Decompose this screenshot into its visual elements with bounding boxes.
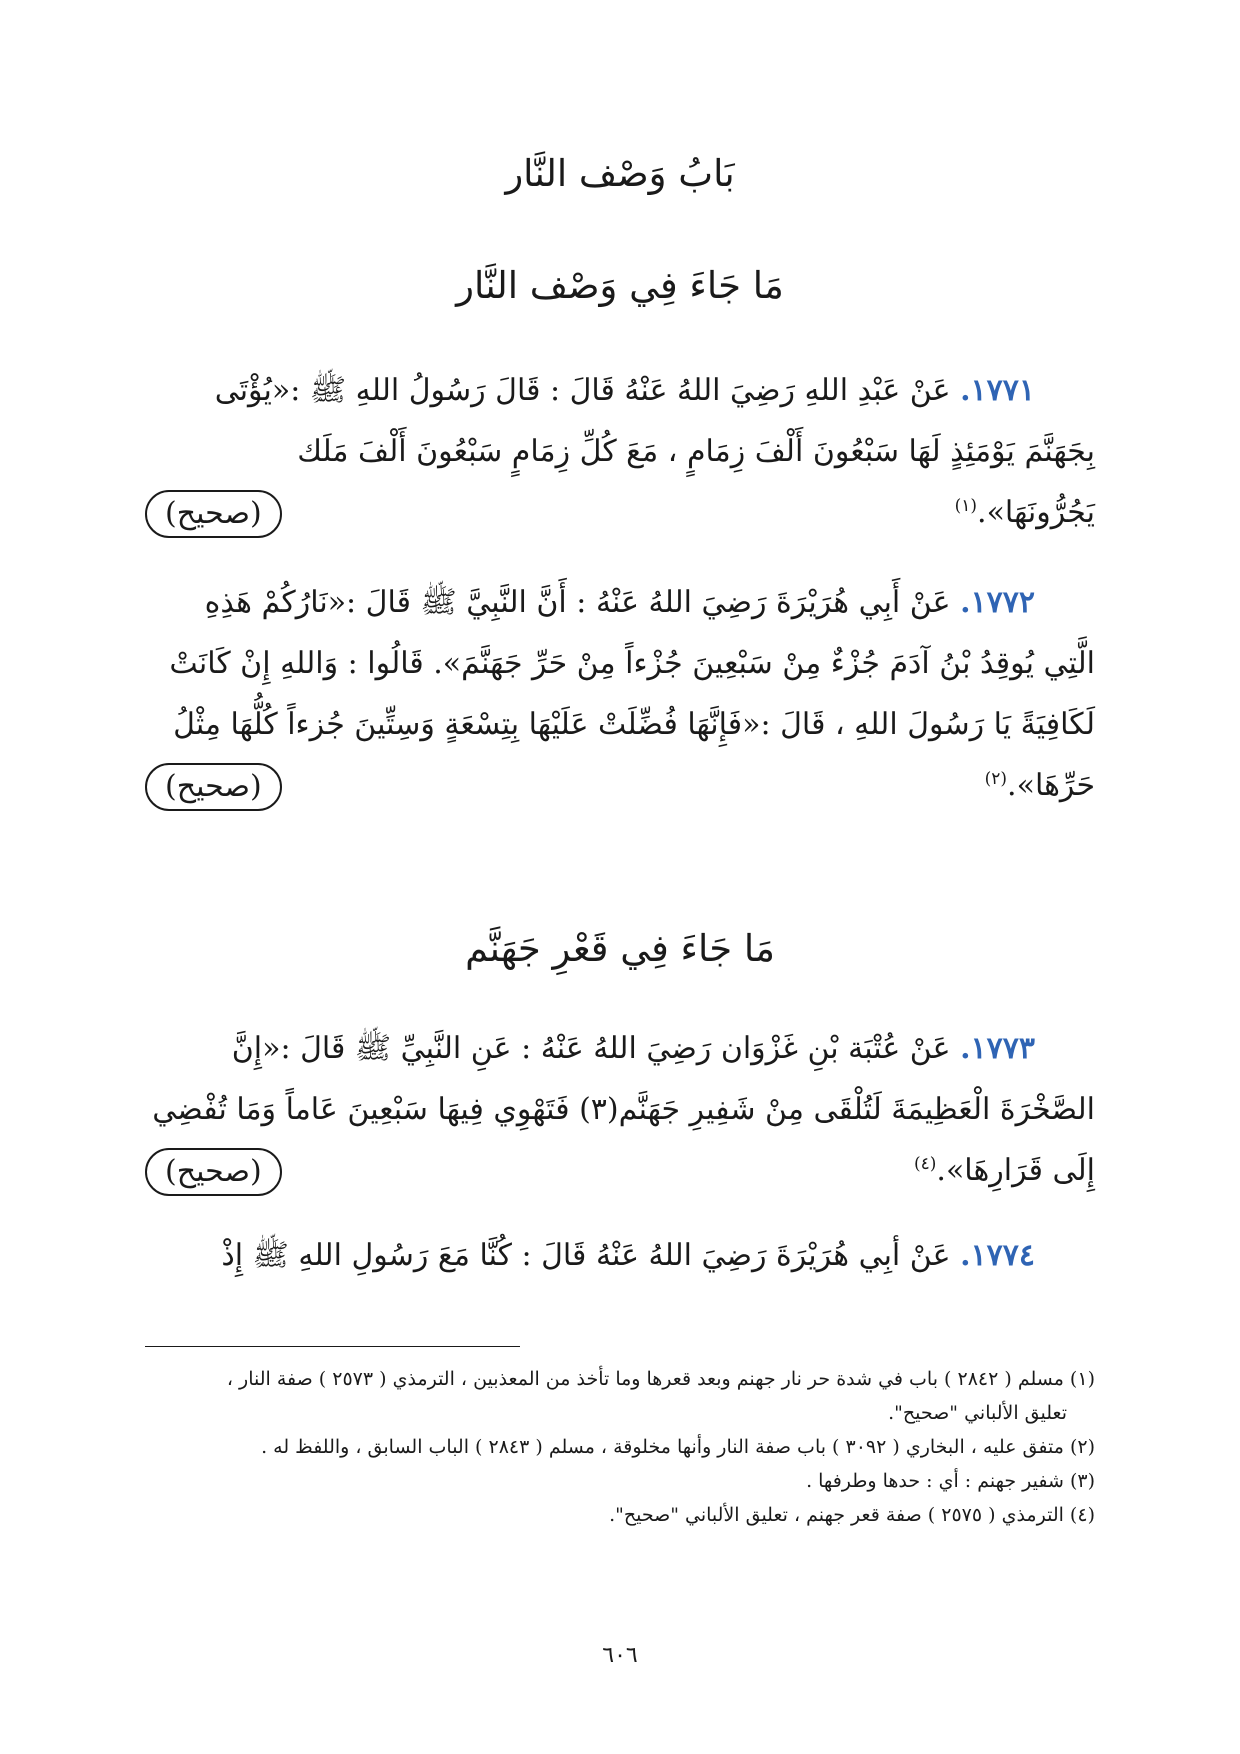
hadith-text: عَنْ عُتْبَة بْنِ غَزْوَان رَضِيَ اللهُ عَنْهُ : عَنِ النَّبِيِّ ﷺ قَالَ :«إِنَّ: [231, 1031, 951, 1066]
hadith-line: [145, 572, 1095, 633]
footnote-ref: (١): [954, 496, 978, 516]
grade-badge: (صحيح): [145, 763, 282, 811]
hadith-last-line: [145, 482, 1095, 543]
hadith-line: الصَّخْرَةَ الْعَظِيمَةَ لَتُلْقَى مِنْ شَفِيرِ جَهَنَّم(٣) فَتَهْوِي فِيهَا سَبْعِينَ عَاماً وَمَا تُفْضِي: [152, 1092, 1095, 1127]
hadith-line: الَّتِي يُوقِدُ بْنُ آدَمَ جُزْءٌ مِنْ سَبْعِينَ جُزْءاً مِنْ حَرِّ جَهَنَّمَ». قَالُوا : وَاللهِ إِنْ كَانَتْ: [169, 646, 1095, 681]
hadith-line: [145, 1225, 1095, 1286]
hadith-text: حَرِّهَا».: [1007, 768, 1095, 803]
chapter-title: بَابُ وَصْف النَّار: [505, 152, 735, 195]
hadith-1773: [145, 1018, 1095, 1201]
footnote-ref: (٢): [984, 769, 1008, 789]
footnote-2: (٢) متفق عليه ، البخاري ( ٣٠٩٢ ) باب صفة النار وأنها مخلوقة ، مسلم ( ٢٨٤٣ ) الباب السابق ، واللفظ له .: [261, 1436, 1095, 1458]
grade-badge: (صحيح): [145, 1148, 282, 1196]
hadith-1774: [145, 1225, 1095, 1286]
section-title-fire-description: مَا جَاءَ فِي وَصْف النَّار: [456, 264, 784, 307]
hadith-line: [145, 1018, 1095, 1079]
hadith-text: يَجُرُّونَهَا».: [977, 495, 1095, 530]
hadith-1772: [145, 572, 1095, 816]
hadith-number: ١٧٧٤.: [960, 1238, 1035, 1273]
footnote-3: (٣) شفير جهنم : أي : حدها وطرفها .: [806, 1470, 1095, 1492]
hadith-number: ١٧٧٢.: [960, 585, 1035, 620]
book-page: [145, 0, 1095, 1754]
footnote-1: (١) مسلم ( ٢٨٤٢ ) باب في شدة حر نار جهنم وبعد قعرها وما تأخذ من المعذبين ، الترمذي ( ٢٥٧٣ ) صفة النار ،: [226, 1368, 1095, 1390]
footnote-4: (٤) الترمذي ( ٢٥٧٥ ) صفة قعر جهنم ، تعليق الألباني "صحيح".: [609, 1504, 1095, 1526]
hadith-text: عَنْ أبِي هُرَيْرَةَ رَضِيَ اللهُ عَنْهُ قَالَ : كُنَّا مَعَ رَسُولِ اللهِ ﷺ إِذْ: [221, 1238, 951, 1273]
hadith-line: لَكَافِيَةً يَا رَسُولَ اللهِ ، قَالَ :«فَإِنَّهَا فُضِّلَتْ عَلَيْهَا بِتِسْعَةٍ وَسِتِّينَ جُزءاً كُلُّهَا مِثْلُ: [173, 707, 1095, 742]
hadith-text: عَنْ عَبْدِ اللهِ رَضِيَ اللهُ عَنْهُ قَالَ : قَالَ رَسُولُ اللهِ ﷺ :«يُؤْتَى: [214, 373, 951, 408]
footnote-divider: [145, 1346, 520, 1347]
hadith-text: عَنْ أَبِي هُرَيْرَةَ رَضِيَ اللهُ عَنْهُ : أَنَّ النَّبِيَّ ﷺ قَالَ :«نَارُكُمْ هَذِهِ: [204, 585, 951, 620]
footnotes: [145, 1362, 1095, 1532]
hadith-last-line: [145, 755, 1095, 816]
page-number: ٦٠٦: [602, 1643, 638, 1668]
hadith-line: بِجَهَنَّمَ يَوْمَئِذٍ لَهَا سَبْعُونَ أَلْفَ زِمَامٍ ، مَعَ كُلِّ زِمَامٍ سَبْعُونَ أَلْفَ مَلَك: [297, 434, 1095, 469]
footnote-ref: (٤): [913, 1154, 937, 1174]
hadith-number: ١٧٧١.: [960, 373, 1035, 408]
hadith-line: [145, 360, 1095, 421]
footnote-1-continued: تعليق الألباني "صحيح".: [888, 1402, 1067, 1424]
hadith-number: ١٧٧٣.: [960, 1031, 1035, 1066]
grade-badge: (صحيح): [145, 490, 282, 538]
hadith-text: إِلَى قَرَارِهَا».: [936, 1153, 1095, 1188]
hadith-1771: [145, 360, 1095, 543]
section-title-hell-depth: مَا جَاءَ فِي قَعْرِ جَهَنَّم: [465, 927, 775, 970]
hadith-last-line: [145, 1140, 1095, 1201]
